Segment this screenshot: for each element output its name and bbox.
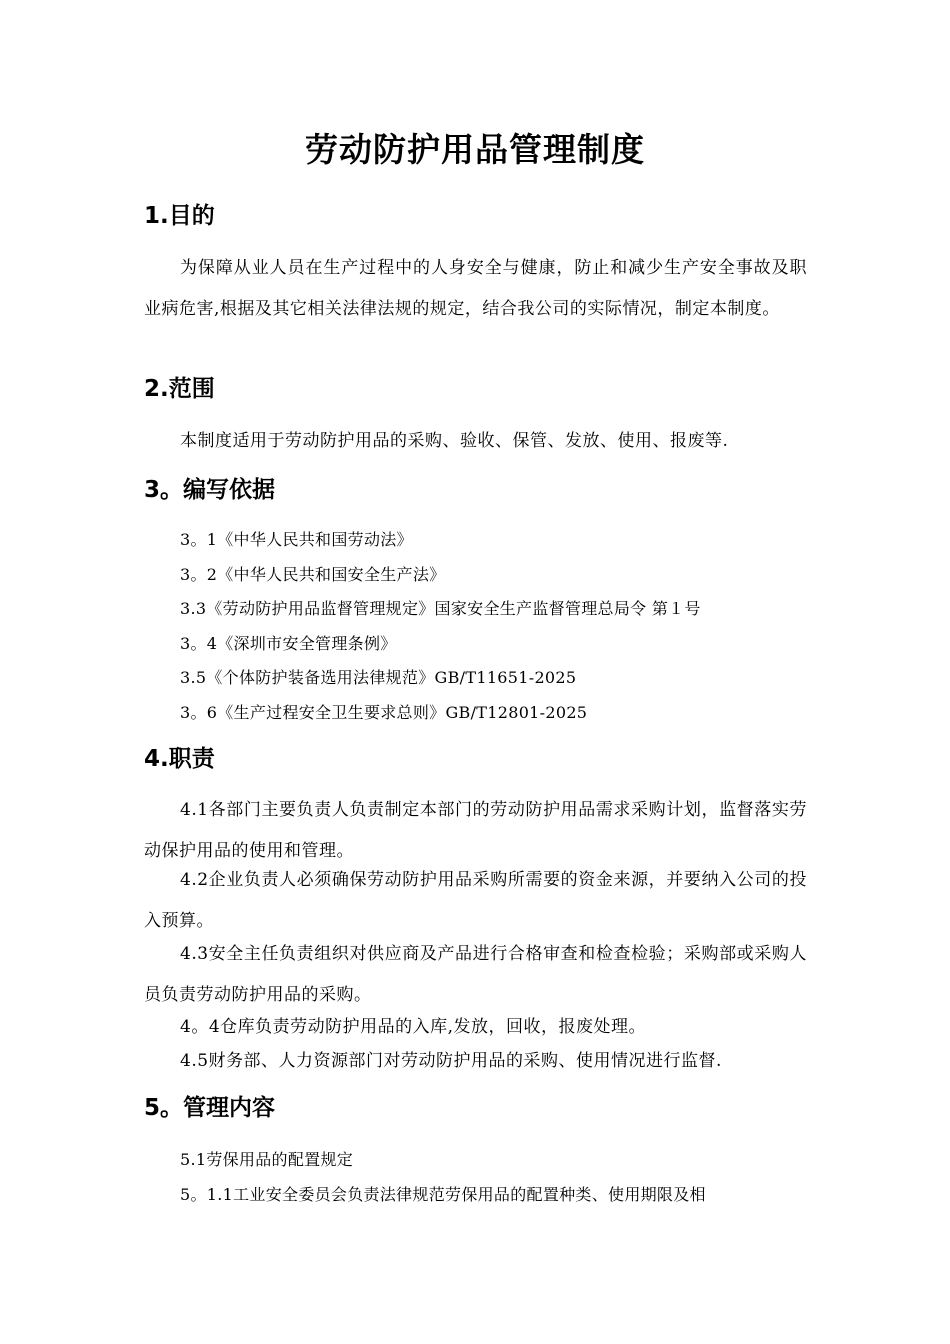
duties-paragraph: 4.2企业负责人必须确保劳动防护用品采购所需要的资金来源，并要纳入公司的投入预算。 [144, 870, 807, 931]
duties-paragraph: 4。4仓库负责劳动防护用品的入库,发放，回收，报废处理。 [180, 1017, 647, 1037]
section-heading-basis: 3。编写依据 [144, 477, 276, 503]
basis-item: 3。2《中华人民共和国安全生产法》 [180, 565, 446, 584]
basis-item: 3.3《劳动防护用品监督管理规定》国家安全生产监督管理总局令 第１号 [180, 599, 701, 618]
section-heading-duties: 4.职责 [144, 746, 215, 772]
duties-paragraph: 4.1各部门主要负责人负责制定本部门的劳动防护用品需求采购计划，监督落实劳动保护用品的使用和管理。 [144, 800, 807, 861]
basis-item: 3。1《中华人民共和国劳动法》 [180, 530, 413, 549]
management-item: 5。1.1工业安全委员会负责法律规范劳保用品的配置种类、使用期限及相 [180, 1185, 706, 1204]
document-title: 劳动防护用品管理制度 [305, 130, 645, 169]
section-paragraph-purpose: 为保障从业人员在生产过程中的人身安全与健康，防止和减少生产安全事故及职业病危害,根据及其它相关法律法规的规定，结合我公司的实际情况，制定本制度。 [144, 258, 807, 319]
section-paragraph-scope: 本制度适用于劳动防护用品的采购、验收、保管、发放、使用、报废等. [180, 431, 729, 451]
duties-paragraph: 4.3安全主任负责组织对供应商及产品进行合格审查和检查检验；采购部或采购人员负责劳动防护用品的采购。 [144, 944, 807, 1005]
duties-paragraph: 4.5财务部、人力资源部门对劳动防护用品的采购、使用情况进行监督. [180, 1051, 722, 1071]
basis-item: 3.5《个体防护装备选用法律规范》GB/T11651-2025 [180, 668, 577, 687]
section-heading-management: 5。管理内容 [144, 1095, 276, 1121]
section-heading-purpose: 1.目的 [144, 203, 215, 229]
management-item: 5.1劳保用品的配置规定 [180, 1150, 354, 1169]
basis-item: 3。6《生产过程安全卫生要求总则》GB/T12801-2025 [180, 703, 588, 722]
basis-item: 3。4《深圳市安全管理条例》 [180, 634, 397, 653]
section-heading-scope: 2.范围 [144, 376, 215, 402]
